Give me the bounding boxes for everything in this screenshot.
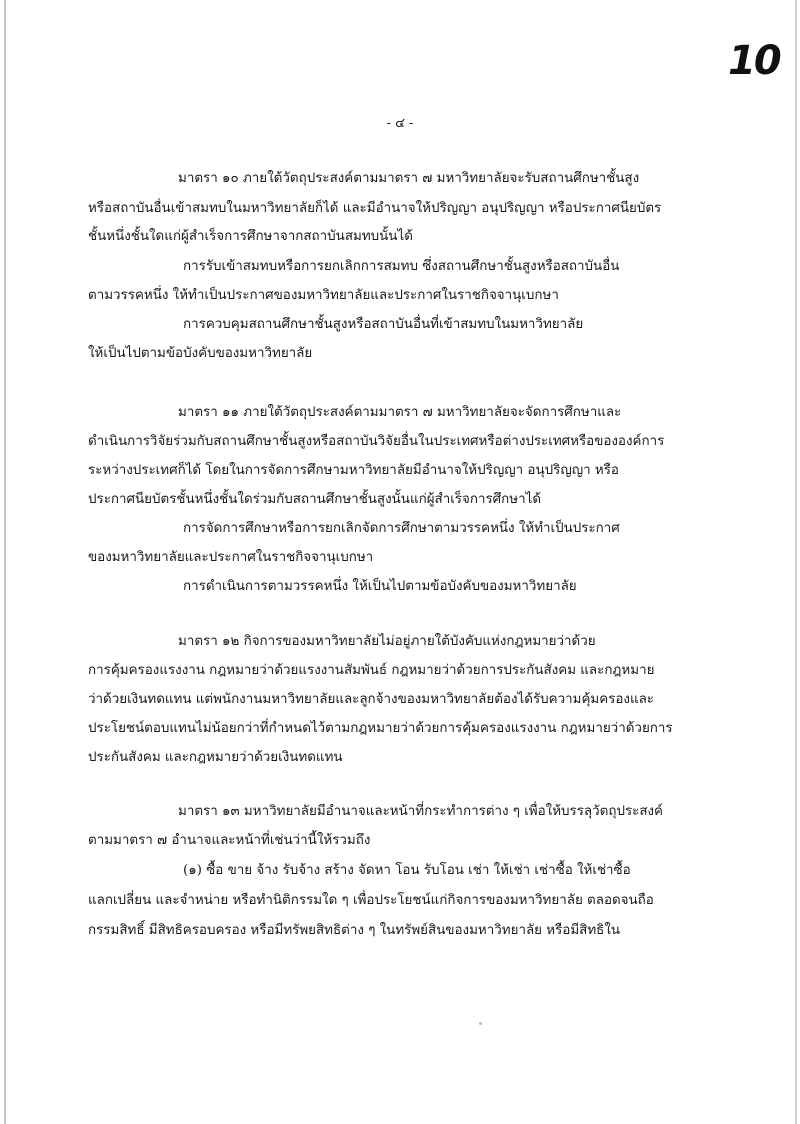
scan-speck bbox=[479, 1022, 482, 1025]
section-line: กรรมสิทธิ์ มีสิทธิครอบครอง หรือมีทรัพยสิทธิต่าง ๆ ในทรัพย์สินของมหาวิทยาลัย หรือมีสิทธิใน bbox=[88, 923, 621, 938]
section-line: หรือสถาบันอื่นเข้าสมทบในมหาวิทยาลัยก็ได้ และมีอำนาจให้ปริญญา อนุปริญญา หรือประกาศนียบัตร bbox=[88, 201, 662, 216]
section-line: ประกาศนียบัตรชั้นหนึ่งชั้นใดร่วมกับสถานศึกษาชั้นสูงนั้นแก่ผู้สำเร็จการศึกษาได้ bbox=[88, 492, 542, 507]
section-line: การดำเนินการตามวรรคหนึ่ง ให้เป็นไปตามข้อบังคับของมหาวิทยาลัย bbox=[183, 579, 577, 594]
section-line: ให้เป็นไปตามข้อบังคับของมหาวิทยาลัย bbox=[88, 346, 313, 361]
page-number: - ๔ - bbox=[386, 116, 414, 131]
section-line: การคุ้มครองแรงงาน กฎหมายว่าด้วยแรงงานสัมพันธ์ กฎหมายว่าด้วยการประกันสังคม และกฎหมาย bbox=[88, 663, 655, 678]
section-line: ประโยชน์ตอบแทนไม่น้อยกว่าที่กำหนดไว้ตามกฎหมายว่าด้วยการคุ้มครองแรงงาน กฎหมายว่าด้วยการ bbox=[88, 721, 673, 736]
section-line: มาตรา ๑๑ ภายใต้วัตถุประสงค์ตามมาตรา ๗ มหาวิทยาลัยจะจัดการศึกษาและ bbox=[178, 405, 622, 420]
section-line: ระหว่างประเทศก็ได้ โดยในการจัดการศึกษามหาวิทยาลัยมีอำนาจให้ปริญญา อนุปริญญา หรือ bbox=[88, 463, 619, 478]
section-line: แลกเปลี่ยน และจำหน่าย หรือทำนิติกรรมใด ๆ เพื่อประโยชน์แก่กิจการของมหาวิทยาลัย ตลอดจนถือ bbox=[88, 893, 654, 908]
section-line: (๑) ซื้อ ขาย จ้าง รับจ้าง สร้าง จัดหา โอน รับโอน เช่า ให้เช่า เช่าซื้อ ให้เช่าซื้อ bbox=[183, 863, 631, 878]
section-line: ชั้นหนึ่งชั้นใดแก่ผู้สำเร็จการศึกษาจากสถาบันสมทบนั้นได้ bbox=[88, 229, 413, 244]
section-line: ประกันสังคม และกฎหมายว่าด้วยเงินทดแทน bbox=[88, 750, 343, 765]
section-line: ตามวรรคหนึ่ง ให้ทำเป็นประกาศของมหาวิทยาลัยและประกาศในราชกิจจานุเบกษา bbox=[88, 288, 559, 303]
section-line: มาตรา ๑๒ กิจการของมหาวิทยาลัยไม่อยู่ภายใต้บังคับแห่งกฎหมายว่าด้วย bbox=[178, 634, 596, 649]
scan-edge-left bbox=[4, 0, 6, 1124]
handwritten-page-number: 10 bbox=[728, 38, 780, 84]
section-line: ดำเนินการวิจัยร่วมกับสถานศึกษาชั้นสูงหรือสถาบันวิจัยอื่นในประเทศหรือต่างประเทศหรือขององค์การ bbox=[88, 434, 665, 449]
section-line: การควบคุมสถานศึกษาชั้นสูงหรือสถาบันอื่นที่เข้าสมทบในมหาวิทยาลัย bbox=[183, 317, 584, 332]
section-line: มาตรา ๑๐ ภายใต้วัตถุประสงค์ตามมาตรา ๗ มหาวิทยาลัยจะรับสถานศึกษาชั้นสูง bbox=[178, 171, 640, 186]
section-line: ว่าด้วยเงินทดแทน แต่พนักงานมหาวิทยาลัยและลูกจ้างของมหาวิทยาลัยต้องได้รับความคุ้มครองและ bbox=[88, 692, 655, 707]
section-line: ของมหาวิทยาลัยและประกาศในราชกิจจานุเบกษา bbox=[88, 550, 374, 565]
scan-edge-right bbox=[795, 0, 797, 1124]
section-line: การรับเข้าสมทบหรือการยกเลิกการสมทบ ซึ่งสถานศึกษาชั้นสูงหรือสถาบันอื่น bbox=[183, 259, 620, 274]
section-line: การจัดการศึกษาหรือการยกเลิกจัดการศึกษาตามวรรคหนึ่ง ให้ทำเป็นประกาศ bbox=[183, 521, 620, 536]
section-line: มาตรา ๑๓ มหาวิทยาลัยมีอำนาจและหน้าที่กระทำการต่าง ๆ เพื่อให้บรรลุวัตถุประสงค์ bbox=[178, 804, 664, 819]
section-line: ตามมาตรา ๗ อำนาจและหน้าที่เช่นว่านี้ให้รวมถึง bbox=[88, 833, 371, 848]
